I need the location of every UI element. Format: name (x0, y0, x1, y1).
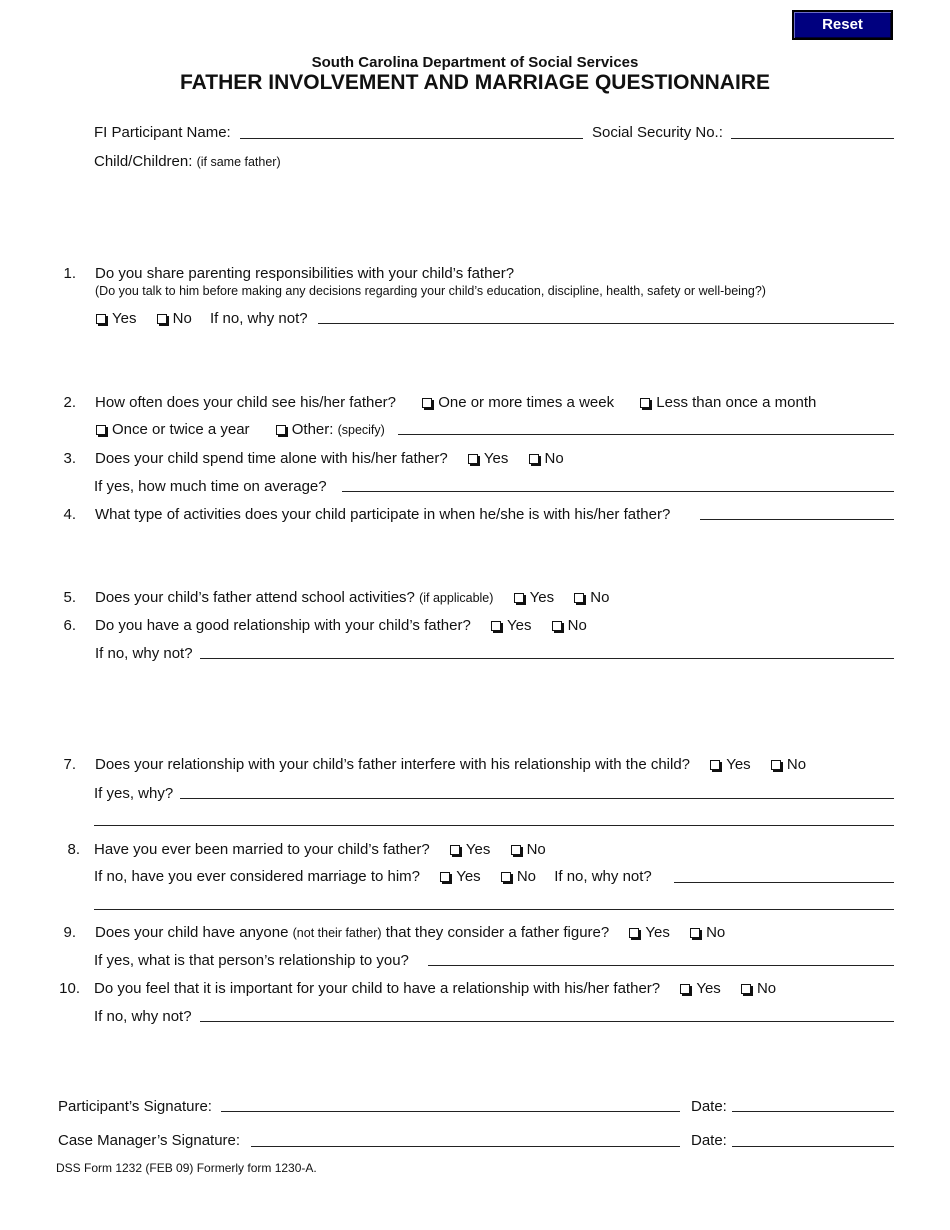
q4-text: What type of activities does your child participate in when he/she is with his/her father? (95, 506, 671, 523)
q9-text-a: Does your child have anyone (95, 924, 289, 941)
q5-text: Does your child’s father attend school activities? (95, 589, 415, 606)
participant-date-label: Date: (691, 1098, 727, 1115)
q6-no-checkbox[interactable] (552, 621, 562, 631)
children-label-text: Child/Children: (94, 153, 193, 170)
q5-note: (if applicable) (419, 591, 494, 605)
q4-number: 4. (63, 506, 76, 523)
q10-followup-field[interactable] (200, 1021, 894, 1022)
q5-number: 5. (63, 589, 76, 606)
q1-number: 1. (63, 265, 76, 282)
q3-text: Does your child spend time alone with his/her father? (95, 450, 448, 467)
q1-no-checkbox[interactable] (157, 314, 167, 324)
q7-line (95, 756, 806, 773)
q3-followup-field[interactable] (342, 491, 894, 492)
q7-followup-field[interactable] (180, 798, 894, 799)
q9-number: 9. (63, 924, 76, 941)
q2-opt1-label: One or more times a week (438, 394, 615, 411)
q1-followup-label: If no, why not? (210, 310, 308, 327)
q8-followup-field[interactable] (674, 882, 894, 883)
q2-number: 2. (63, 394, 76, 411)
q10-number: 10. (59, 980, 80, 997)
q3-no-checkbox[interactable] (529, 454, 539, 464)
q7-yes-label: Yes (726, 756, 751, 773)
q3-followup-label: If yes, how much time on average? (94, 478, 327, 495)
q4-answer-area[interactable] (94, 525, 894, 575)
q8-text: Have you ever been married to your child’s father? (94, 841, 430, 858)
q9-no-checkbox[interactable] (690, 928, 700, 938)
q7-yes-checkbox[interactable] (710, 760, 720, 770)
q3-no-label: No (544, 450, 564, 467)
q2-opt3-label: Once or twice a year (112, 421, 250, 438)
q8-followup2-label: If no, why not? (554, 868, 652, 885)
q10-text: Do you feel that it is important for your child to have a relationship with his/her father? (94, 980, 661, 997)
q5-yes-checkbox[interactable] (514, 593, 524, 603)
q9-yes-label: Yes (645, 924, 670, 941)
q9-note: (not their father) (292, 926, 382, 940)
q10-yes-checkbox[interactable] (680, 984, 690, 994)
q4-field[interactable] (700, 519, 894, 520)
q1-text: Do you share parenting responsibilities with your child’s father? (95, 265, 515, 282)
q5-line (95, 589, 609, 606)
q8-considered-yes-checkbox[interactable] (440, 872, 450, 882)
q8-followup-label: If no, have you ever considered marriage to him? (94, 868, 421, 885)
q6-followup-label: If no, why not? (95, 645, 193, 662)
q10-followup-label: If no, why not? (94, 1008, 192, 1025)
q2-line2 (94, 421, 385, 438)
case-manager-date-label: Date: (691, 1132, 727, 1149)
q6-yes-label: Yes (506, 617, 532, 634)
q8-considered-yes-label: Yes (456, 868, 481, 885)
q7-followup-field-2[interactable] (94, 825, 894, 826)
form-title: FATHER INVOLVEMENT AND MARRIAGE QUESTIONNAIRE (180, 71, 770, 94)
q8-yes-label: Yes (465, 841, 491, 858)
q7-no-checkbox[interactable] (771, 760, 781, 770)
q6-answer-area[interactable] (94, 665, 894, 735)
q2-opt2-checkbox[interactable] (640, 398, 650, 408)
q8-no-label: No (526, 841, 546, 858)
q10-yes-label: Yes (696, 980, 721, 997)
q8-no-checkbox[interactable] (511, 845, 521, 855)
q7-number: 7. (63, 756, 76, 773)
q9-line (95, 924, 725, 941)
q2-opt2-label: Less than once a month (656, 394, 817, 411)
children-label (94, 153, 281, 170)
q7-no-label: No (786, 756, 807, 773)
q2-opt4-checkbox[interactable] (276, 425, 286, 435)
case-manager-signature-field[interactable] (251, 1146, 680, 1147)
q7-text: Does your relationship with your child’s father interfere with his relationship with the child? (95, 756, 691, 773)
q1-no-label: No (172, 310, 192, 327)
children-field[interactable] (94, 175, 894, 245)
case-manager-date-field[interactable] (732, 1146, 894, 1147)
q7-followup-label: If yes, why? (94, 785, 174, 802)
q1-answers (94, 310, 308, 327)
reset-button[interactable]: Reset (792, 10, 893, 40)
q8-followup-field-2[interactable] (94, 909, 894, 910)
q9-no-label: No (706, 924, 726, 941)
q2-opt3-checkbox[interactable] (96, 425, 106, 435)
q1-followup-field[interactable] (318, 323, 894, 324)
q2-opt4-note: (specify) (337, 423, 385, 437)
q6-no-label: No (567, 617, 587, 634)
participant-signature-label: Participant’s Signature: (58, 1098, 212, 1115)
q6-number: 6. (63, 617, 76, 634)
q6-text: Do you have a good relationship with your child’s father? (95, 617, 471, 634)
q8-number: 8. (67, 841, 80, 858)
q8-considered-no-checkbox[interactable] (501, 872, 511, 882)
ssn-field[interactable] (731, 138, 894, 139)
q1-yes-checkbox[interactable] (96, 314, 106, 324)
participant-signature-field[interactable] (221, 1111, 680, 1112)
participant-date-field[interactable] (732, 1111, 894, 1112)
ssn-label: Social Security No.: (592, 124, 723, 141)
q5-no-checkbox[interactable] (574, 593, 584, 603)
q2-line1 (95, 394, 816, 411)
q6-followup-field[interactable] (200, 658, 894, 659)
q9-followup-field[interactable] (428, 965, 894, 966)
q3-line1 (95, 450, 564, 467)
q1-note: (Do you talk to him before making any decisions regarding your child’s education, discipline, health, safety or well-being?) (95, 284, 766, 298)
q9-yes-checkbox[interactable] (629, 928, 639, 938)
q3-yes-checkbox[interactable] (468, 454, 478, 464)
q8-line2 (94, 868, 652, 885)
agency-name: South Carolina Department of Social Services (311, 54, 639, 71)
q2-text: How often does your child see his/her father? (95, 394, 397, 411)
q2-opt1-checkbox[interactable] (422, 398, 432, 408)
q5-no-label: No (590, 589, 610, 606)
participant-name-field[interactable] (240, 138, 583, 139)
q9-text-b: that they consider a father figure? (385, 924, 610, 941)
q10-line (94, 980, 776, 997)
participant-name-label: FI Participant Name: (94, 124, 231, 141)
q2-opt4-label: Other: (291, 421, 334, 438)
q5-yes-label: Yes (529, 589, 555, 606)
form-footer: DSS Form 1232 (FEB 09) Formerly form 1230-A. (56, 1161, 317, 1175)
q1-yes-label: Yes (112, 310, 137, 327)
q2-other-field[interactable] (398, 434, 894, 435)
q8-considered-no-label: No (516, 868, 537, 885)
q8-yes-checkbox[interactable] (450, 845, 460, 855)
q8-line1 (94, 841, 546, 858)
q10-no-checkbox[interactable] (741, 984, 751, 994)
children-note: (if same father) (196, 155, 281, 169)
q10-no-label: No (756, 980, 777, 997)
q6-yes-checkbox[interactable] (491, 621, 501, 631)
q3-yes-label: Yes (483, 450, 509, 467)
q3-number: 3. (63, 450, 76, 467)
q9-followup-label: If yes, what is that person’s relationship to you? (94, 952, 409, 969)
q6-line (95, 617, 587, 634)
case-manager-signature-label: Case Manager’s Signature: (58, 1132, 241, 1149)
